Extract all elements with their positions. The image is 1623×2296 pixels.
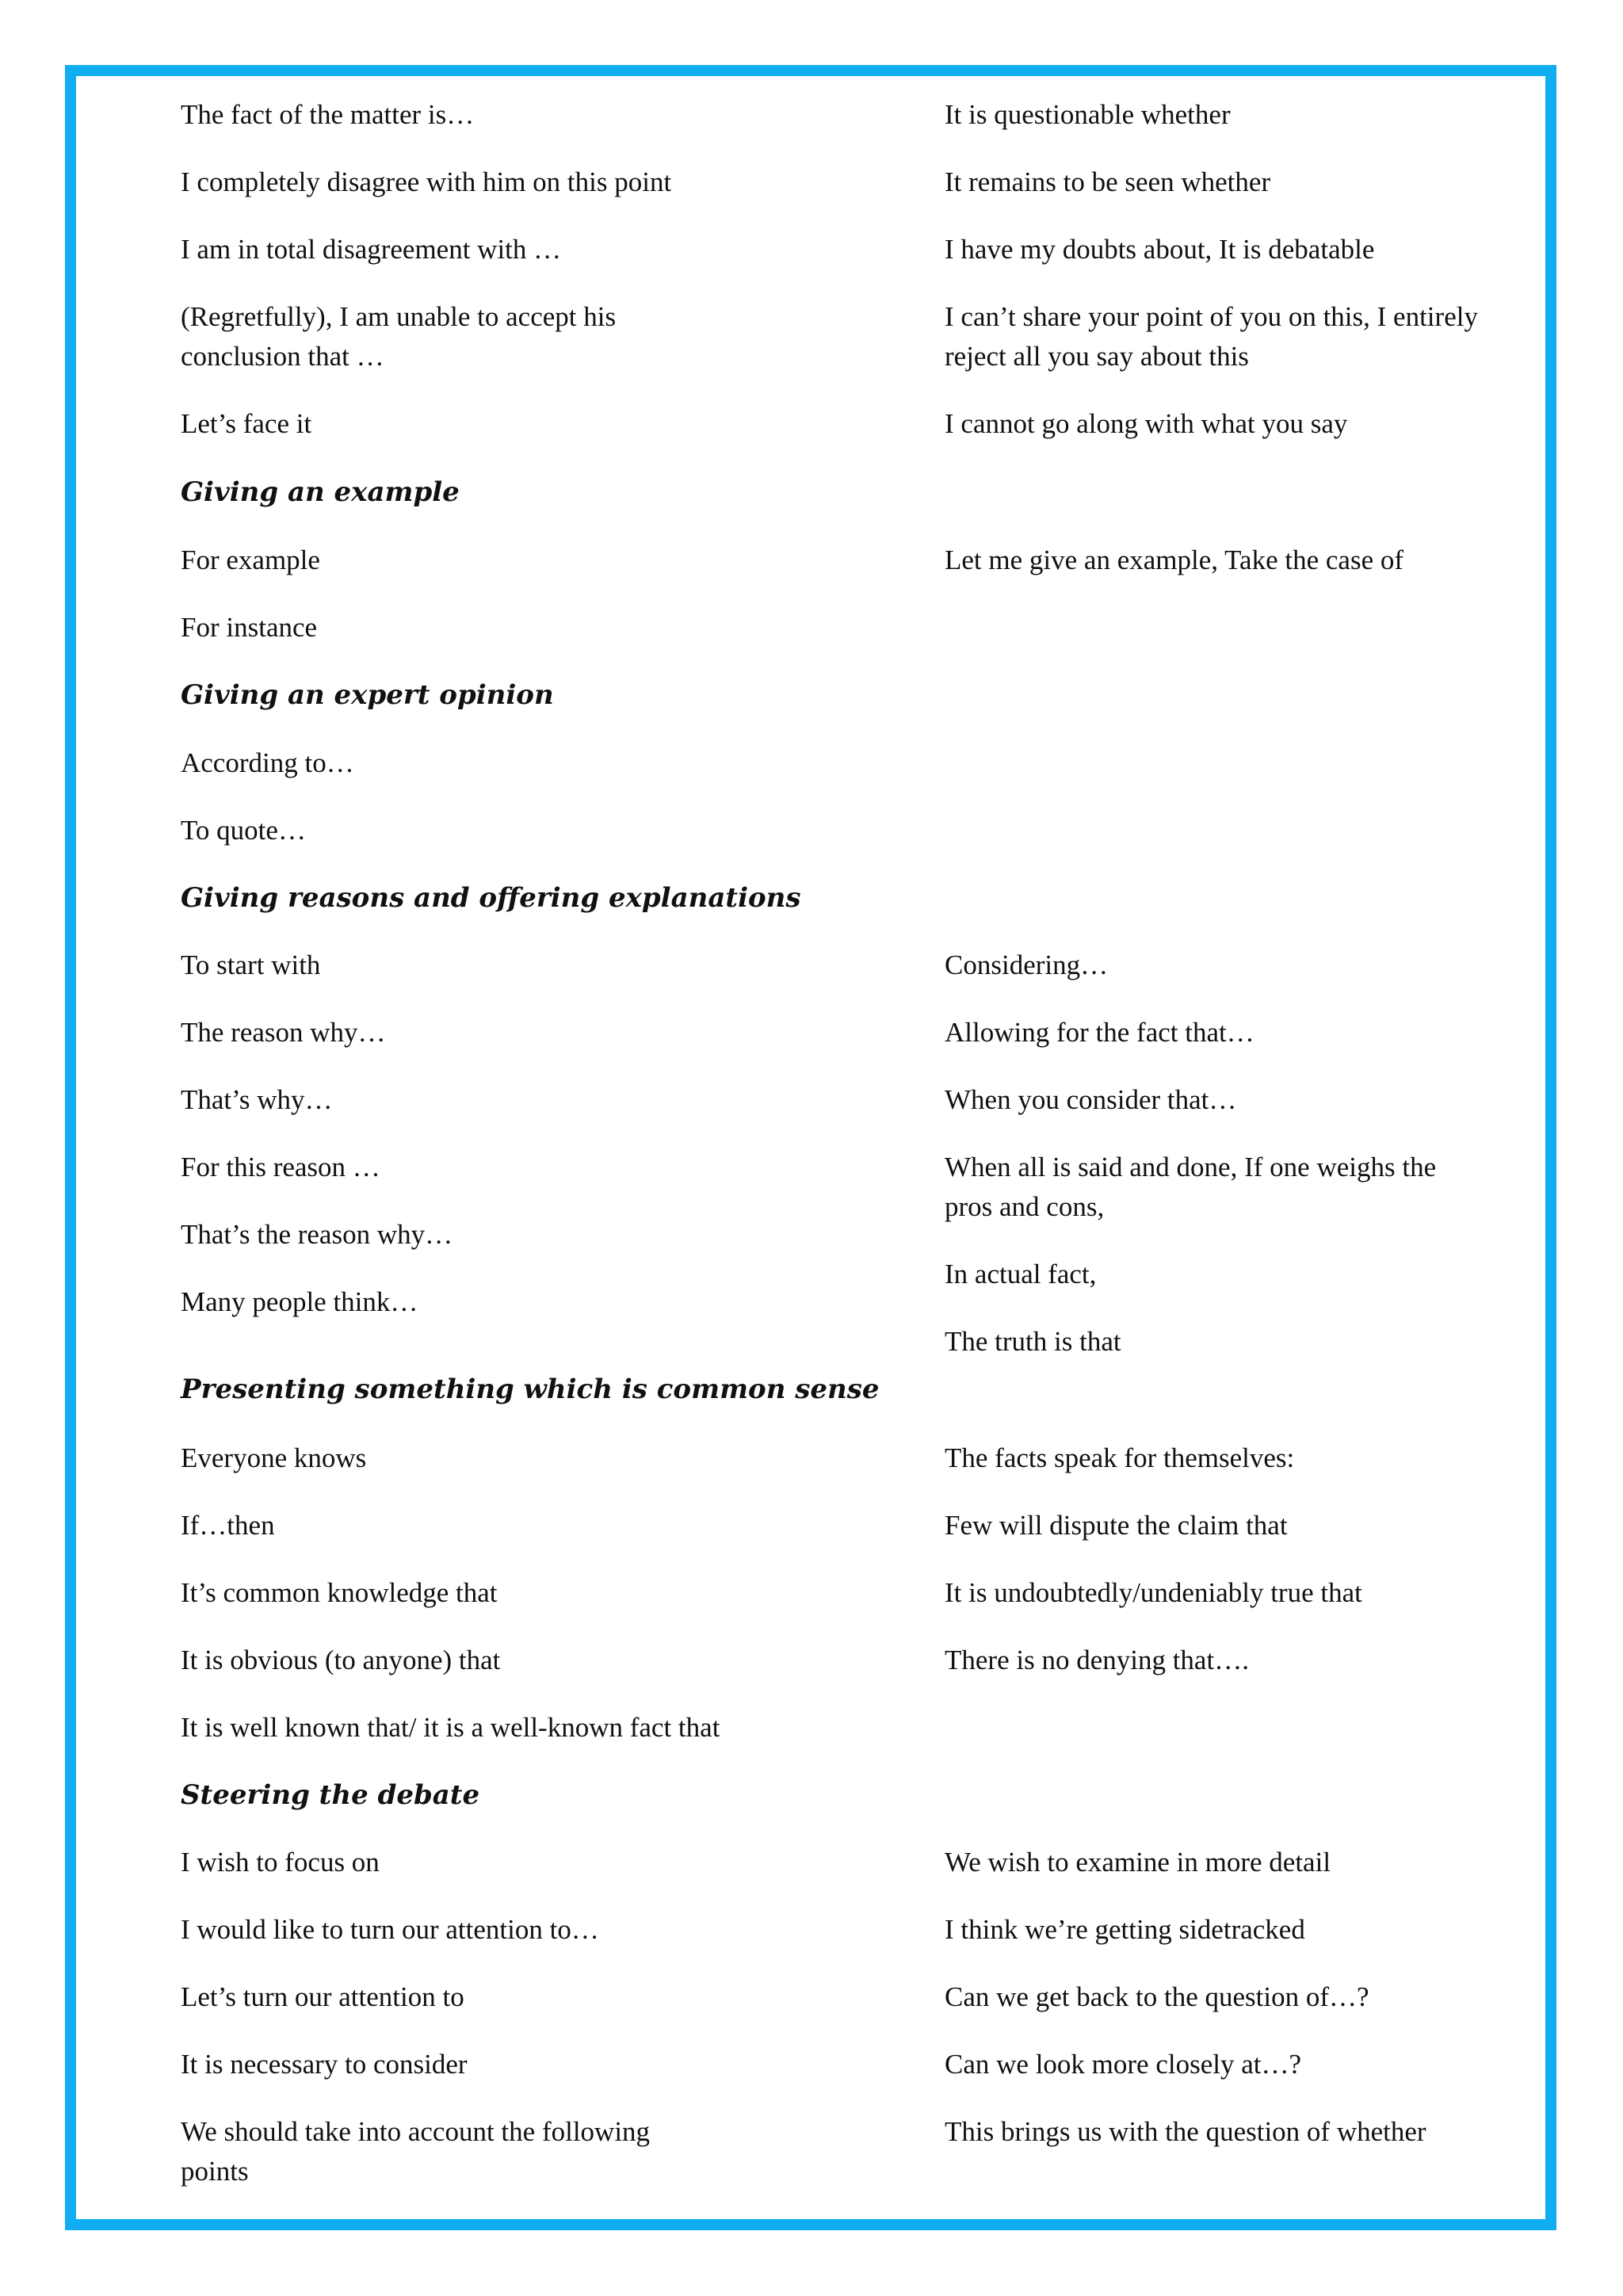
phrase-line: It is questionable whether: [945, 99, 1231, 130]
phrase-line: To start with: [181, 949, 321, 980]
section-heading: Giving an expert opinion: [181, 679, 554, 711]
phrase-line: Let’s face it: [181, 408, 312, 439]
phrase-line: Considering…: [945, 949, 1109, 980]
section-heading: Presenting something which is common sense: [181, 1373, 880, 1405]
phrase-line: It remains to be seen whether: [945, 166, 1271, 197]
phrase-line: That’s the reason why…: [181, 1219, 453, 1250]
phrase-line: I would like to turn our attention to…: [181, 1914, 599, 1945]
phrase-line: There is no denying that….: [945, 1645, 1249, 1675]
phrase-line: We wish to examine in more detail: [945, 1847, 1331, 1878]
phrase-line: Can we look more closely at…?: [945, 2049, 1302, 2080]
phrase-line: That’s why…: [181, 1084, 333, 1115]
phrase-line: Allowing for the fact that…: [945, 1017, 1254, 1048]
phrase-line: For this reason …: [181, 1152, 380, 1182]
phrase-line: conclusion that …: [181, 341, 384, 372]
phrase-line: It’s common knowledge that: [181, 1577, 498, 1608]
phrase-line: When all is said and done, If one weighs the: [945, 1152, 1437, 1182]
phrase-line: reject all you say about this: [945, 341, 1249, 372]
phrase-line: I have my doubts about, It is debatable: [945, 234, 1375, 265]
phrase-line: Let’s turn our attention to: [181, 1981, 464, 2012]
section-heading: Steering the debate: [181, 1779, 480, 1811]
phrase-line: We should take into account the following: [181, 2116, 651, 2147]
phrase-line: When you consider that…: [945, 1084, 1237, 1115]
phrase-line: I cannot go along with what you say: [945, 408, 1348, 439]
phrase-line: I am in total disagreement with …: [181, 234, 562, 265]
phrase-line: It is necessary to consider: [181, 2049, 468, 2080]
section-heading: Giving reasons and offering explanations: [181, 882, 801, 914]
phrase-line: According to…: [181, 747, 354, 778]
phrase-line: It is undoubtedly/undeniably true that: [945, 1577, 1362, 1608]
phrase-line: Everyone knows: [181, 1442, 367, 1473]
section-heading: Giving an example: [181, 476, 460, 508]
phrase-line: I wish to focus on: [181, 1847, 380, 1878]
phrase-line: Few will dispute the claim that: [945, 1510, 1288, 1541]
phrase-line: points: [181, 2156, 249, 2187]
phrase-line: I can’t share your point of you on this, I entirely: [945, 301, 1478, 332]
phrase-line: (Regretfully), I am unable to accept his: [181, 301, 617, 332]
phrase-line: The reason why…: [181, 1017, 386, 1048]
phrase-line: For instance: [181, 612, 318, 643]
phrase-line: I think we’re getting sidetracked: [945, 1914, 1305, 1945]
phrase-line: I completely disagree with him on this point: [181, 166, 672, 197]
phrase-line: The fact of the matter is…: [181, 99, 475, 130]
phrase-line: The truth is that: [945, 1326, 1121, 1357]
phrase-line: This brings us with the question of whether: [945, 2116, 1426, 2147]
phrase-line: Can we get back to the question of…?: [945, 1981, 1369, 2012]
phrase-line: In actual fact,: [945, 1259, 1097, 1289]
phrase-line: pros and cons,: [945, 1191, 1105, 1222]
phrase-line: For example: [181, 544, 320, 575]
phrase-line: Many people think…: [181, 1286, 418, 1317]
phrase-line: To quote…: [181, 815, 306, 846]
phrase-line: It is well known that/ it is a well-known fact that: [181, 1712, 720, 1743]
phrase-line: The facts speak for themselves:: [945, 1442, 1295, 1473]
phrase-line: Let me give an example, Take the case of: [945, 544, 1404, 575]
phrase-line: It is obvious (to anyone) that: [181, 1645, 501, 1675]
phrase-line: If…then: [181, 1510, 275, 1541]
